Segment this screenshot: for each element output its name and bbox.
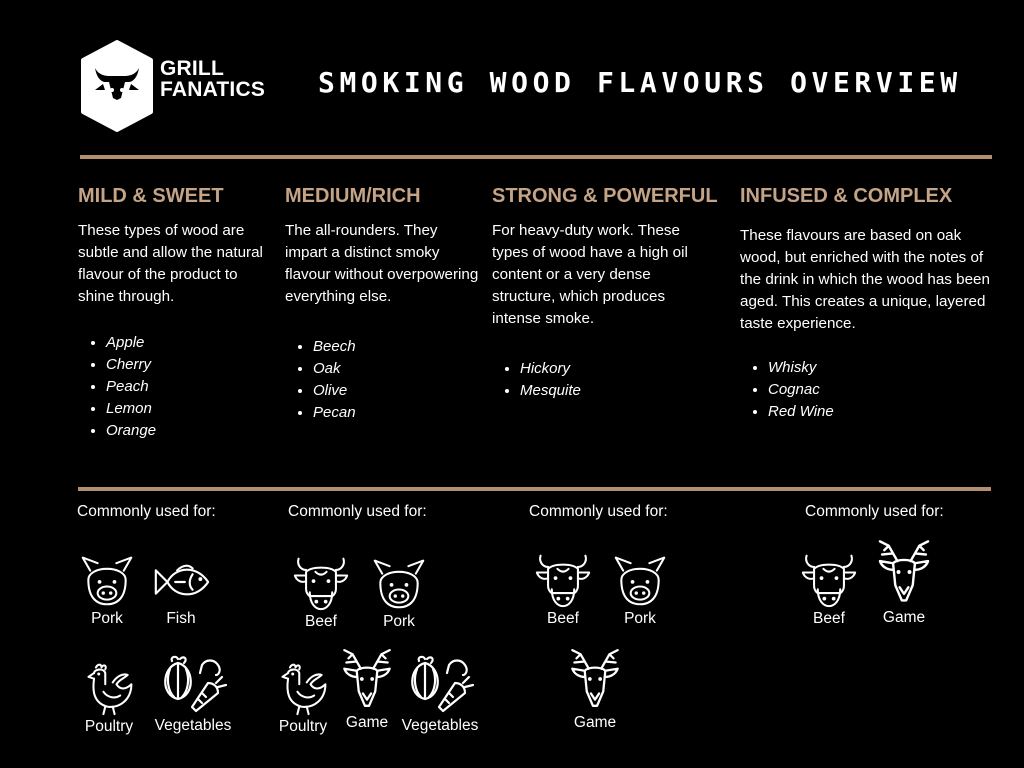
wood-list: [285, 336, 480, 424]
use-label: Beef: [305, 613, 337, 630]
top-divider: [80, 155, 992, 159]
wood-list: [492, 358, 724, 402]
wood-item: • Mesquite: [520, 380, 724, 402]
wood-list: [78, 332, 273, 442]
column-description: These types of wood are subtle and allow the natural flavour of the product to shine through.: [78, 222, 263, 305]
wood-list: [740, 357, 995, 423]
column-heading: STRONG & POWERFUL: [492, 185, 718, 207]
use-label: Vegetables: [154, 717, 232, 734]
use-label: Vegetables: [401, 717, 479, 734]
use-game: [869, 537, 939, 627]
vegetables-icon: [158, 651, 228, 715]
column-infused-complex: [740, 185, 995, 423]
use-label: Poultry: [84, 718, 134, 735]
brand-line-2: FANATICS: [160, 78, 266, 101]
use-vegetables: [154, 651, 232, 735]
use-poultry: [74, 660, 144, 736]
use-label: Beef: [547, 610, 579, 627]
column-description: For heavy-duty work. These types of wood have a high oil content or a very dense structure, which produces intense smoke.: [492, 222, 688, 327]
column-description: These flavours are based on oak wood, but enriched with the notes of the drink in which the wood has been aged. This creates a unique, layered taste experience.: [740, 227, 990, 332]
column-heading: INFUSED & COMPLEX: [740, 185, 953, 207]
use-beef: [794, 552, 864, 628]
wood-item: • Hickory: [520, 358, 724, 380]
used-for-label: Commonly used for:: [805, 503, 944, 520]
use-label: Poultry: [278, 718, 328, 735]
use-pork: [364, 555, 434, 631]
pig-icon: [368, 555, 430, 611]
use-poultry: [268, 660, 338, 736]
column-mild-sweet: [78, 185, 273, 442]
wood-item: • Red Wine: [768, 401, 995, 423]
use-label: Pork: [91, 610, 123, 627]
fish-icon: [150, 556, 212, 608]
use-fish: [146, 556, 216, 628]
wood-item: • Lemon: [106, 398, 273, 420]
use-beef: [528, 552, 598, 628]
use-pork: [72, 552, 142, 628]
deer-icon: [562, 646, 628, 712]
column-heading: MILD & SWEET: [78, 185, 224, 207]
brand-logo: [80, 40, 285, 132]
column-heading: MEDIUM/RICH: [285, 185, 421, 207]
use-label: Fish: [166, 610, 196, 627]
deer-icon: [334, 646, 400, 712]
wood-item: • Cherry: [106, 354, 273, 376]
use-label: Pork: [383, 613, 415, 630]
page-title: SMOKING WOOD FLAVOURS OVERVIEW: [318, 66, 962, 99]
use-vegetables: [399, 651, 481, 735]
bull-logo-icon: [80, 40, 154, 132]
use-beef: [286, 555, 356, 631]
brand-line-1: GRILL: [160, 57, 224, 80]
use-label: Pork: [624, 610, 656, 627]
cow-icon: [531, 552, 595, 608]
wood-item: • Pecan: [313, 402, 480, 424]
use-pork: [605, 552, 675, 628]
wood-item: • Whisky: [768, 357, 995, 379]
chicken-icon: [274, 660, 332, 716]
pig-icon: [609, 552, 671, 608]
used-for-label: Commonly used for:: [529, 503, 668, 520]
wood-item: • Orange: [106, 420, 273, 442]
used-for-label: Commonly used for:: [77, 503, 216, 520]
wood-item: • Peach: [106, 376, 273, 398]
column-description: The all-rounders. They impart a distinct smoky flavour without overpowering everything else.: [285, 222, 479, 305]
deer-icon: [869, 537, 939, 607]
wood-item: • Apple: [106, 332, 273, 354]
use-label: Game: [882, 609, 926, 626]
column-strong-powerful: [492, 185, 724, 402]
cow-icon: [289, 555, 353, 611]
wood-item: • Beech: [313, 336, 480, 358]
wood-item: • Olive: [313, 380, 480, 402]
use-label: Game: [573, 714, 617, 731]
use-label: Game: [345, 714, 389, 731]
wood-item: • Oak: [313, 358, 480, 380]
chicken-icon: [80, 660, 138, 716]
column-medium-rich: [285, 185, 480, 424]
use-game: [560, 646, 630, 732]
pig-icon: [76, 552, 138, 608]
wood-item: • Cognac: [768, 379, 995, 401]
use-game: [332, 646, 402, 732]
vegetables-icon: [405, 651, 475, 715]
cow-icon: [797, 552, 861, 608]
brand-name: [160, 58, 265, 100]
bottom-divider: [78, 487, 991, 491]
used-for-label: Commonly used for:: [288, 503, 427, 520]
use-label: Beef: [813, 610, 845, 627]
